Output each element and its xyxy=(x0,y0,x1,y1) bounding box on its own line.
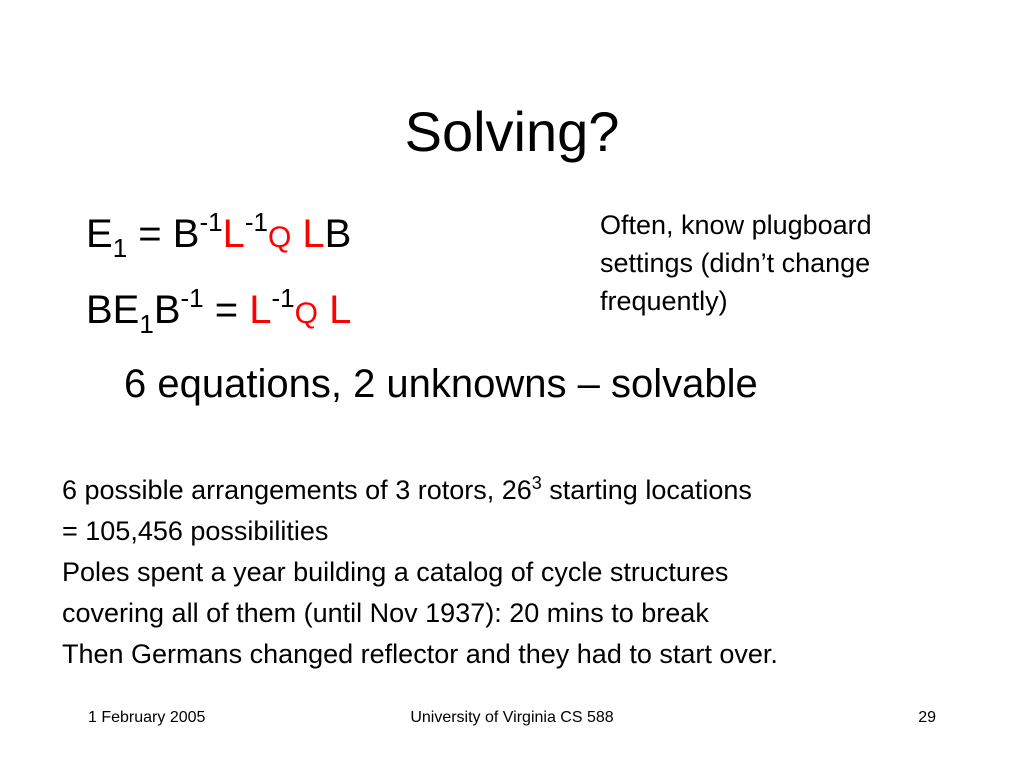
footer-date: 1 February 2005 xyxy=(88,709,206,726)
eq2-l: L xyxy=(249,288,272,332)
plugboard-note xyxy=(600,206,980,320)
note-line: frequently) xyxy=(600,286,728,316)
eq2-b-superscript: -1 xyxy=(180,283,204,313)
eq2-b: B xyxy=(153,288,181,332)
eq1-l-superscript: -1 xyxy=(244,207,268,237)
body-line-1-exponent: 3 xyxy=(531,473,542,493)
note-line: settings (didn’t change xyxy=(600,248,871,278)
slide-title: Solving? xyxy=(404,100,620,163)
eq1-q: Q xyxy=(267,221,292,254)
eq1-e: E xyxy=(86,212,113,256)
eq1-equals: = xyxy=(127,212,173,256)
eq1-e-subscript: 1 xyxy=(112,233,128,263)
footer-course: University of Virginia CS 588 xyxy=(410,709,614,726)
eq2-q: Q xyxy=(294,297,318,330)
body-line-1-text: 6 possible arrangements of 3 rotors, 26 xyxy=(62,475,532,505)
summary-statement: 6 equations, 2 unknowns – solvable xyxy=(124,362,758,406)
body-line-3: Poles spent a year building a catalog of cycle structures xyxy=(62,557,729,587)
eq1-b: B xyxy=(172,212,200,256)
note-line: Often, know plugboard xyxy=(600,210,872,240)
body-line-1-tail: starting locations xyxy=(541,475,752,505)
body-line-2: = 105,456 possibilities xyxy=(62,516,329,546)
eq2-e-subscript: 1 xyxy=(139,309,154,339)
body-line-4: covering all of them (until Nov 1937): 20 mins to break xyxy=(62,598,709,628)
footer-page-number: 29 xyxy=(918,709,936,726)
equation-2 xyxy=(86,283,352,339)
eq1-l: L xyxy=(222,212,245,256)
equation-1 xyxy=(86,207,352,263)
eq2-be: BE xyxy=(86,288,140,332)
body-text xyxy=(62,470,778,675)
eq1-l2: L xyxy=(291,212,325,256)
eq2-l2: L xyxy=(317,288,352,332)
eq2-equals: = xyxy=(203,288,250,332)
eq1-b2: B xyxy=(324,212,352,256)
eq2-l-superscript: -1 xyxy=(271,283,295,313)
body-line-1 xyxy=(62,470,778,511)
body-line-5: Then Germans changed reflector and they had to start over. xyxy=(62,639,778,669)
eq1-b-superscript: -1 xyxy=(199,207,223,237)
